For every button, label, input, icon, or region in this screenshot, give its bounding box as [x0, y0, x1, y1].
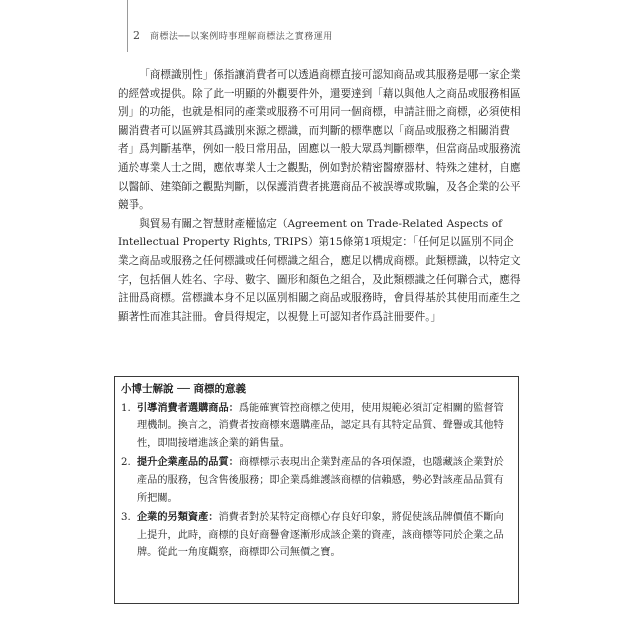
page-number: 2: [133, 29, 141, 42]
item-heading: 提升企業產品的品質：: [137, 456, 239, 469]
paragraph-1: 「商標識別性」係指讓消費者可以透過商標直接可認知商品或其服務是哪一家企業的經營或提供。除了此一明顯的外觀要件外，還要達到「藉以與他人之商品或服務相區別」的功能，也就是相同的產業或服務不可用同一個商標，申請註冊之商標，必須使相關消費者可以區辨其爲識別來源之標識，而判斷的標準應以「商品或服務之相關消費者」爲判斷基準，例如一般日常用品，固應以一般大眾爲判斷標準，但當商品或服務流通於專業人士之間，應依專業人士之觀點，例如對於精密醫療器材、特殊之建材，自應以醫師、建築師之觀點判斷，以保護消費者挑選商品不被誤導或欺騙，及各企業的公平競爭。: [118, 69, 521, 212]
item-body: 爲能確實管控商標之使用，使用規範必須訂定相關的監督管理機制。換言之，消費者按商標來選購產品，認定具有其特定品質、聲譽或其他特性，即間接增進該企業的銷售量。: [137, 402, 504, 449]
item-number: 1.: [121, 402, 131, 414]
sidebar-item: [121, 454, 512, 507]
item-text-block: [137, 454, 512, 507]
gutter-rule: [127, 0, 128, 52]
item-heading: 引導消費者選購商品：: [137, 401, 239, 414]
body-text: [118, 66, 522, 326]
item-number: 2.: [121, 457, 131, 469]
item-body: 消費者對於某特定商標心存良好印象，將促使該品牌價值不斷向上提升，此時，商標的良好商譽會逐漸形成該企業的資產，該商標等同於企業之品牌。從此一角度觀察，商標即公司無價之寶。: [137, 512, 504, 559]
item-text-block: [137, 400, 512, 453]
sidebar-item: [121, 509, 512, 562]
running-head: [133, 29, 333, 42]
item-number: 3.: [121, 512, 131, 524]
book-title: 商標法──以案例時事理解商標法之實務運用: [149, 32, 333, 42]
paragraph-2: 與貿易有關之智慧財產權協定（Agreement on Trade-Related Aspects of Intellectual Property Rights, TRIPS）第15條第1項規定：「任何足以區別不同企業之商品或服務之任何標識或任何標識之組合，應足以構成商標。此類標識，以特定文字，包括個人姓名、字母、數字、圖形和顏色之組合，及此類標識之任何聯合式，應得註冊爲商標。當標識本身不足以區別相關之商品或服務時，會員得基於其使用而產生之顯著性而准其註冊。會員得規定，以視覺上可認知者作爲註冊要件。」: [118, 217, 521, 323]
sidebar-item: [121, 400, 512, 453]
item-text-block: [137, 509, 512, 562]
sidebar-title: 小博士解說 ── 商標的意義: [121, 383, 246, 395]
sidebar-box: [114, 376, 519, 604]
item-body: 商標標示表現出企業對產品的各項保證，也隱藏該企業對於產品的服務，包含售後服務；即企業爲維護該商標的信賴感，勢必對該產品品質有所把關。: [137, 457, 504, 504]
item-heading: 企業的另類資產：: [137, 511, 219, 524]
